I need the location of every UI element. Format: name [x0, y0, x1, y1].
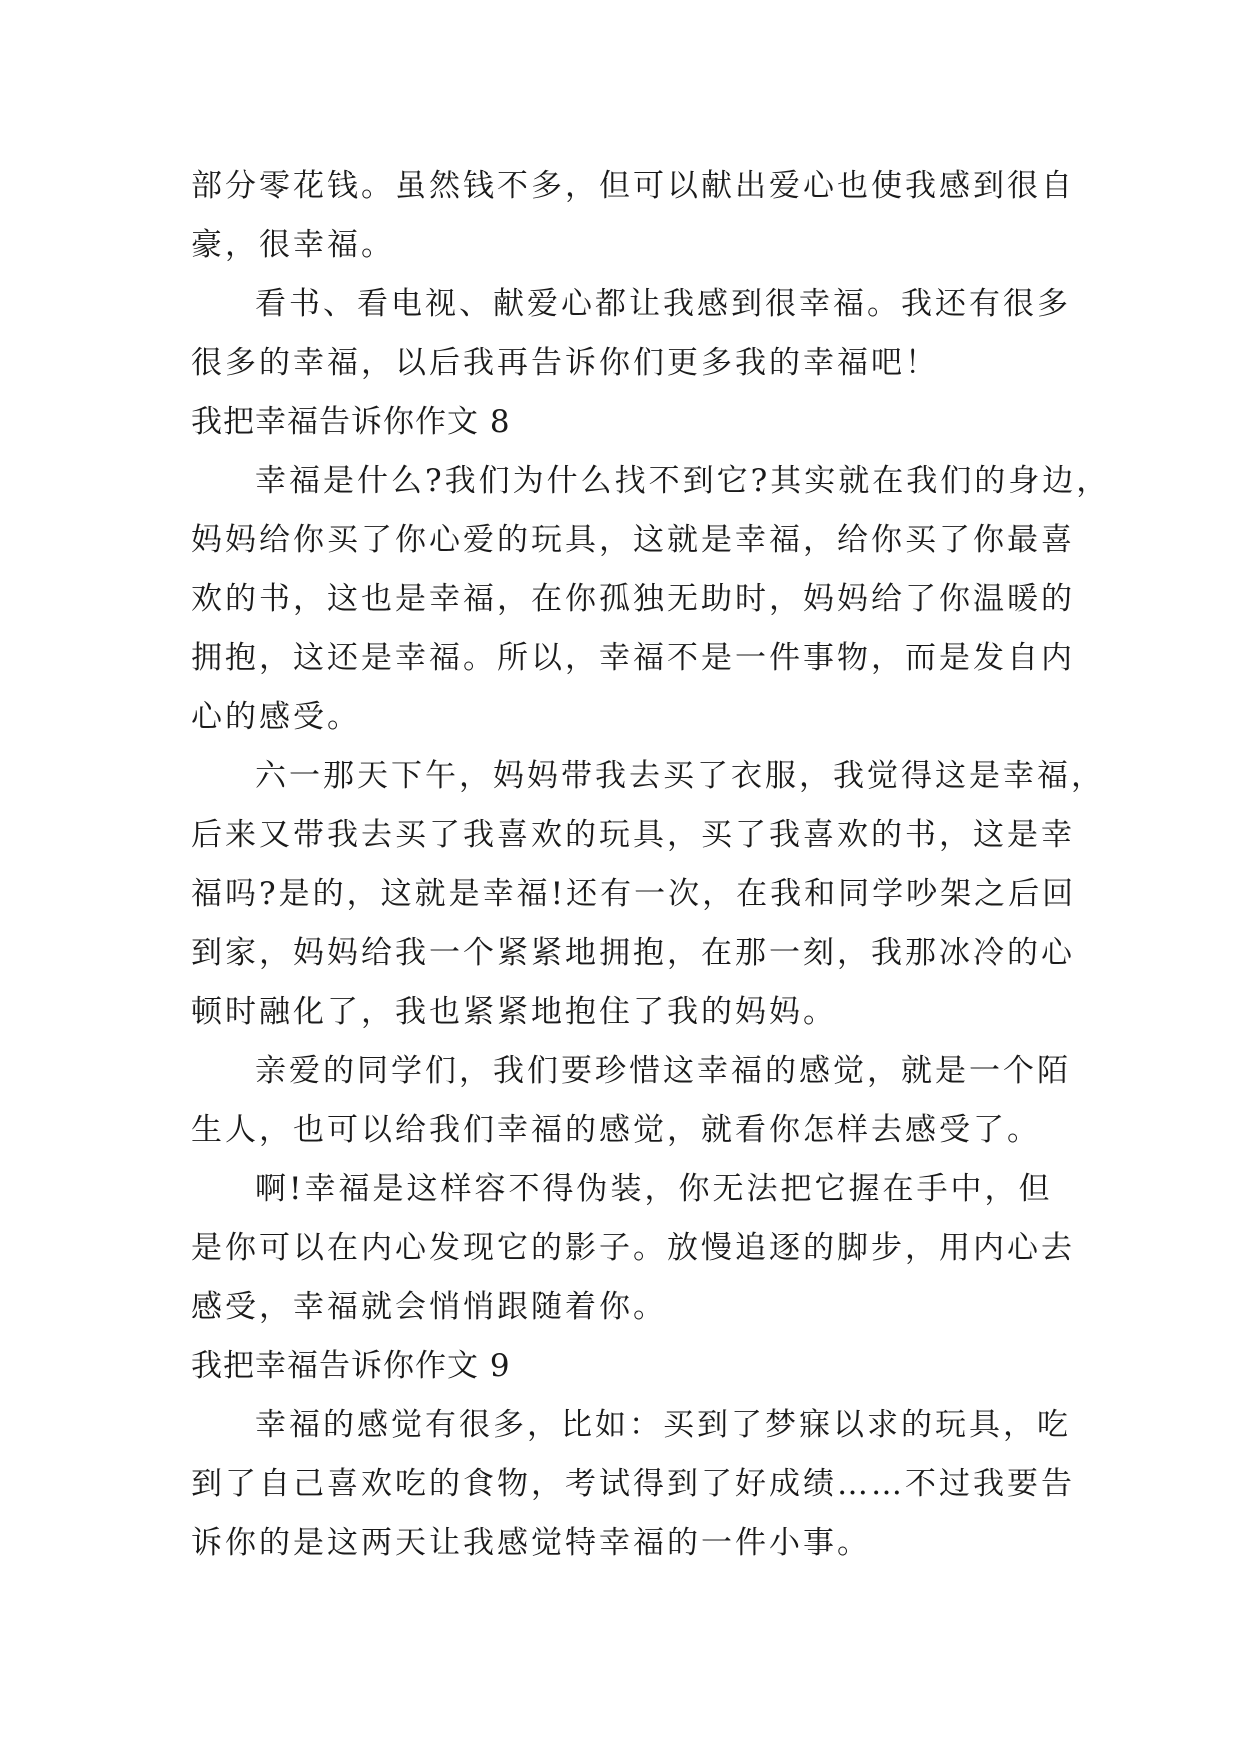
body-text-line: 妈妈给你买了你心爱的玩具，这就是幸福，给你买了你最喜 [191, 522, 1075, 558]
body-text-line: 诉你的是这两天让我感觉特幸福的一件小事。 [191, 1525, 871, 1561]
body-text-line: 是你可以在内心发现它的影子。放慢追逐的脚步，用内心去 [191, 1230, 1075, 1266]
body-text-line: 啊!幸福是这样容不得伪装，你无法把它握在手中，但 [255, 1171, 1053, 1207]
body-text-line: 到了自己喜欢吃的食物，考试得到了好成绩……不过我要告 [191, 1466, 1075, 1502]
body-text-line: 感受，幸福就会悄悄跟随着你。 [191, 1289, 667, 1325]
body-text-line: 部分零花钱。虽然钱不多，但可以献出爱心也使我感到很自 [191, 168, 1075, 204]
body-text-line: 拥抱，这还是幸福。所以，幸福不是一件事物，而是发自内 [191, 640, 1075, 676]
body-text-line: 看书、看电视、献爱心都让我感到很幸福。我还有很多 [255, 286, 1071, 322]
body-text-line: 亲爱的同学们，我们要珍惜这幸福的感觉，就是一个陌 [255, 1053, 1071, 1089]
body-text-line: 福吗?是的，这就是幸福!还有一次，在我和同学吵架之后回 [191, 876, 1077, 912]
body-text-line: 到家，妈妈给我一个紧紧地拥抱，在那一刻，我那冰冷的心 [191, 935, 1075, 971]
body-text-line: 六一那天下午，妈妈带我去买了衣服，我觉得这是幸福， [255, 758, 1105, 794]
body-text-line: 后来又带我去买了我喜欢的玩具，买了我喜欢的书，这是幸 [191, 817, 1075, 853]
section-heading-8: 我把幸福告诉你作文 8 [191, 404, 511, 440]
section-heading-9: 我把幸福告诉你作文 9 [191, 1348, 511, 1384]
body-text-line: 生人，也可以给我们幸福的感觉，就看你怎样去感受了。 [191, 1112, 1041, 1148]
body-text-line: 幸福是什么?我们为什么找不到它?其实就在我们的身边， [255, 463, 1111, 499]
body-text-line: 豪，很幸福。 [191, 227, 395, 263]
body-text-line: 很多的幸福，以后我再告诉你们更多我的幸福吧！ [191, 345, 939, 381]
document-body [191, 157, 1111, 1573]
body-text-line: 幸福的感觉有很多，比如：买到了梦寐以求的玩具，吃 [255, 1407, 1071, 1443]
body-text-line: 欢的书，这也是幸福，在你孤独无助时，妈妈给了你温暖的 [191, 581, 1075, 617]
body-text-line: 顿时融化了，我也紧紧地抱住了我的妈妈。 [191, 994, 837, 1030]
body-text-line: 心的感受。 [191, 699, 361, 735]
